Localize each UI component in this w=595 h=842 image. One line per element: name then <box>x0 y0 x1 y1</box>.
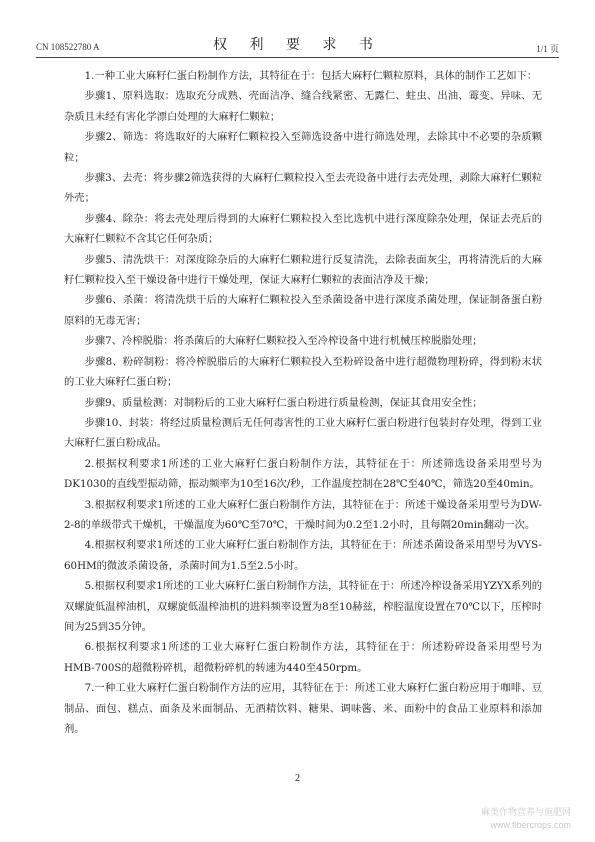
claim-1-step-3: 步骤3、去壳：将步骤2筛选获得的大麻籽仁颗粒投入至去壳设备中进行去壳处理，剥除大麻籽仁颗粒外壳； <box>64 172 542 205</box>
claim-1-step-4: 步骤4、除杂：将去壳处理后得到的大麻籽仁颗粒投入至比选机中进行深度除杂处理，保证去壳后的大麻籽仁颗粒不含其它任何杂质； <box>64 212 542 246</box>
header-divider <box>36 57 559 58</box>
claim-1-step-9: 步骤9、质量检测：对制粉后的工业大麻籽仁蛋白粉进行质量检测，保证其食用安全性； <box>84 396 483 409</box>
claim-6: 6.根据权利要求1所述的工业大麻籽仁蛋白粉制作方法，其特征在于：所述粉碎设备采用型号为HMB-700S的超微粉碎机，超微粉碎机的转速为440至450rpm。 <box>64 641 542 674</box>
claim-1-step-5: 步骤5、清洗烘干：对深度除杂后的大麻籽仁颗粒进行反复清洗，去除表面灰尘，再将清洗后的大麻籽仁颗粒投入至干燥设备中进行干燥处理，保证大麻籽仁颗粒的表面洁净及干燥； <box>64 253 542 287</box>
claims-body <box>64 66 542 739</box>
claim-5: 5.根据权利要求1所述的工业大麻籽仁蛋白粉制作方法，其特征在于：所述冷榨设备采用YZYX系列的双螺旋低温榨油机，双螺旋低温榨油机的进料频率设置为8至10赫兹，榨腔温度设置在70℃以下，压榨时间为25到35分钟。 <box>64 580 542 633</box>
claim-2: 2.根据权利要求1所述的工业大麻籽仁蛋白粉制作方法，其特征在于：所述筛选设备采用型号为DK1030的直线型振动筛，振动频率为10至16次/秒，工作温度控制在28℃至40℃，筛选20至40min。 <box>64 457 542 491</box>
claim-1-intro: 1.一种工业大麻籽仁蛋白粉制作方法，其特征在于：包括大麻籽仁颗粒原料，具体的制作工艺如下： <box>84 70 538 82</box>
claim-1-step-8: 步骤8、粉碎制粉：将冷榨脱脂后的大麻籽仁颗粒投入至粉碎设备中进行超微物理粉碎，得到粉末状的工业大麻籽仁蛋白粉； <box>64 355 542 389</box>
claim-4: 4.根据权利要求1所述的工业大麻籽仁蛋白粉制作方法，其特征在于：所述杀菌设备采用型号为VYS-60HM的微波杀菌设备，杀菌时间为1.5至2.5小时。 <box>64 539 542 572</box>
claim-1-step-2: 步骤2、筛选：将选取好的大麻籽仁颗粒投入至筛选设备中进行筛选处理，去除其中不必要的杂质颗粒； <box>64 131 542 164</box>
page-info: 1/1 页 <box>536 44 559 54</box>
page-header <box>36 34 559 56</box>
claim-1-step-6: 步骤6、杀菌：将清洗烘干后的大麻籽仁颗粒投入至杀菌设备中进行深度杀菌处理，保证制备蛋白粉原料的无毒无害； <box>64 294 542 327</box>
claim-1-step-10: 步骤10、封装：将经过质量检测后无任何毒害性的工业大麻籽仁蛋白粉进行包装封存处理，得到工业大麻籽仁蛋白粉成品。 <box>64 416 542 450</box>
site-watermark <box>481 806 571 832</box>
watermark-line-1: 麻类作物营养与施肥网 <box>480 807 571 817</box>
page-number: 2 <box>295 773 300 784</box>
document-number: CN 108522780 A <box>36 42 100 52</box>
document-title: 权 利 要 求 书 <box>213 37 382 53</box>
watermark-line-2: www.fibercrops.com <box>490 820 571 830</box>
claim-1-step-7: 步骤7、冷榨脱脂：将杀菌后的大麻籽仁颗粒投入至冷榨设备中进行机械压榨脱脂处理； <box>84 335 483 348</box>
claim-1-step-1: 步骤1、原料选取：选取充分成熟、壳面洁净、缝合线紧密、无露仁、蛀虫、出油、霉变、异味、无杂质且未经有害化学漂白处理的大麻籽仁颗粒； <box>64 90 542 123</box>
claim-7: 7.一种工业大麻籽仁蛋白粉制作方法的应用，其特征在于：所述工业大麻籽仁蛋白粉应用于咖啡、豆制品、面包、糕点、面条及米面制品、无酒精饮料、糖果、调味酱、米、面粉中的食品工业原料和添加剂。 <box>64 682 542 735</box>
claim-3: 3.根据权利要求1所述的工业大麻籽仁蛋白粉制作方法，其特征在于：所述干燥设备采用型号为DW-2-8的单级带式干燥机，干燥温度为60℃至70℃，干燥时间为0.2至1.2小时，且每隔20min翻动一次。 <box>64 498 542 531</box>
